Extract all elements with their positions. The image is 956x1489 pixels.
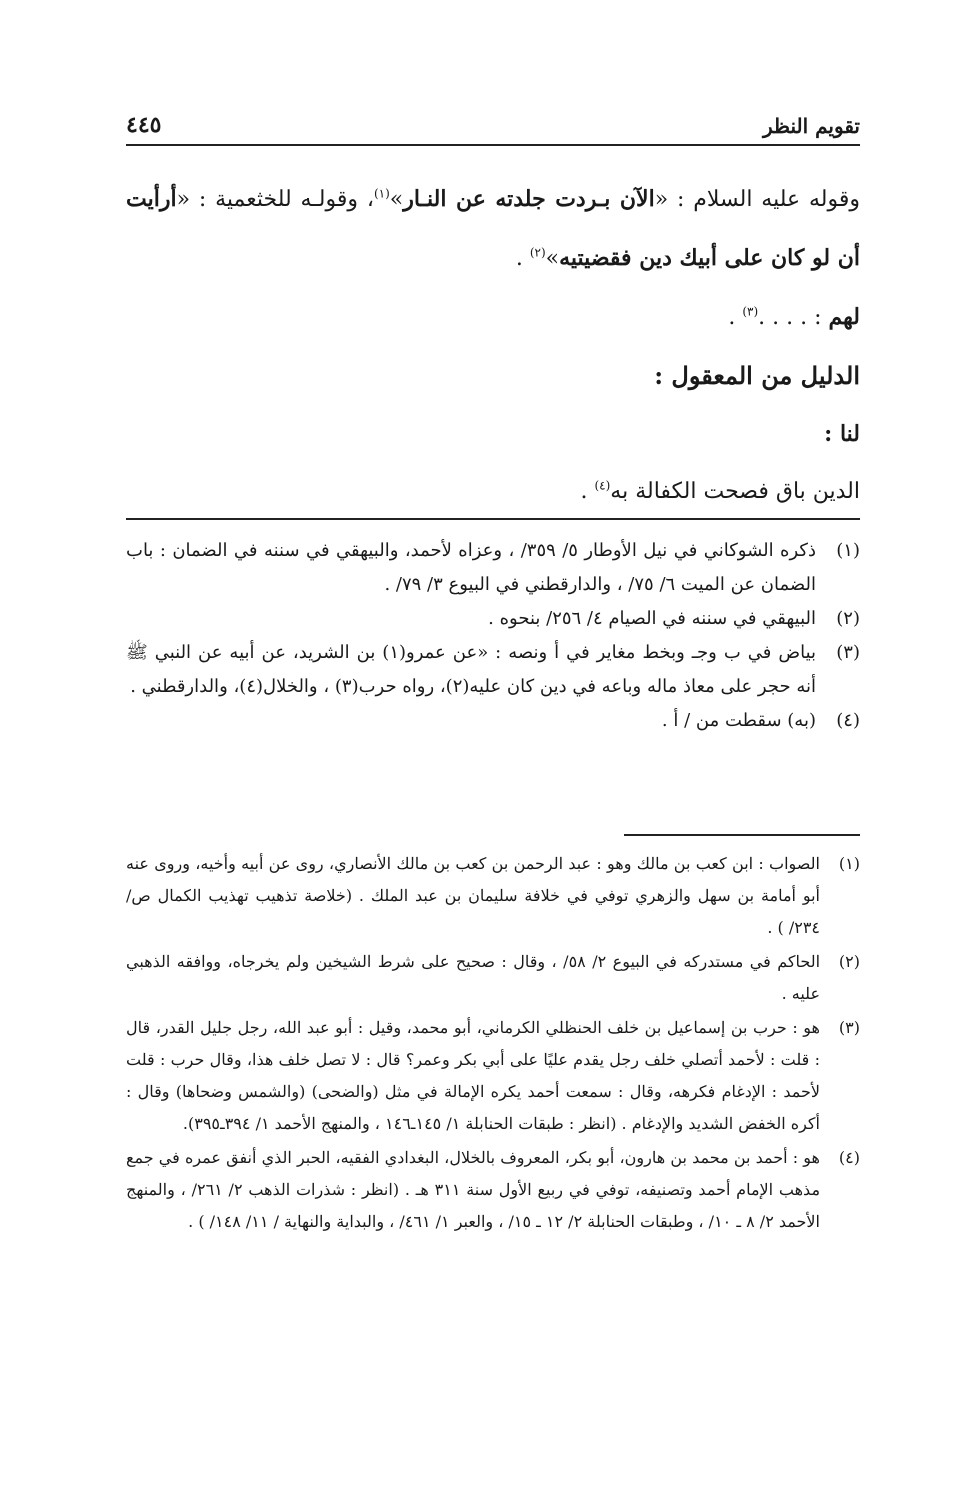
footnote: [126, 636, 860, 704]
editor-footnotes: [126, 848, 860, 1240]
primary-footnotes: [126, 534, 860, 738]
footnote-text: بياض في ب وجـ وبخط مغاير في أ ونصه : «عن عمرو(١) بن الشريد، عن أبيه عن النبي ﷺ أنه حجر على معاذ ماله وباعه في دين كان عليه(٢)، رواه حرب(٣) ، والخلال(٤)، والدارقطني .: [126, 642, 817, 697]
footnote-text: الحاكم في مستدركه في البيوع ٢/ ٥٨/ ، وقال : صحيح على شرط الشيخين ولم يخرجاه، ووافقه الذهبي عليه .: [126, 952, 821, 1003]
text-run: الدين باق فصحت الكفالة به: [610, 479, 860, 504]
footnote-number: (١): [838, 854, 860, 873]
hadith-paragraph: [126, 170, 860, 288]
editor-notes-divider: [624, 834, 860, 836]
footnote-number: (٣): [836, 642, 860, 663]
text-run: .: [728, 305, 743, 330]
text-run: .: [515, 246, 530, 271]
text-run: »: [545, 246, 560, 271]
footnote-text: ذكره الشوكاني في نيل الأوطار ٥/ ٣٥٩/ ، وعزاه لأحمد، والبيهقي في سننه في الضمان : باب الضمان عن الميت ٦/ ٧٥/ ، والدارقطني في البيوع ٣/ ٧٩/ .: [126, 540, 816, 595]
lahum-line: [126, 288, 860, 347]
footnote-text: (به) سقطت من / أ .: [661, 710, 816, 731]
text-run: وقوله عليه السلام : «: [654, 187, 860, 212]
lahum-label: لهم: [828, 304, 860, 330]
footnote-number: (٢): [838, 952, 860, 971]
footnote-text: هو : أحمد بن محمد بن هارون، أبو بكر، المعروف بالخلال، البغدادي الفقيه، الحبر الذي أنفق عمره في جمع مذهب الإمام أحمد وتصنيفه، توفي في ربيع الأول سنة ٣١١ هـ . (انظر : شذرات الذهب ٢/ ٢٦١/ ، والمنهج الأحمد ٢/ ٨ ـ ١٠/ ، وطبقات الحنابلة ٢/ ١٢ ـ ١٥/ ، والعبر ١/ ٤٦١/ ، والبداية والنهاية / ١١/ ١٤٨/ ) .: [126, 1148, 821, 1231]
hadith-quote-2: أرأيت أن لو كان على أبيك دين فقضيتيه: [126, 186, 860, 271]
section-heading: الدليل من المعقول :: [654, 361, 860, 390]
lana-line: لنا :: [824, 421, 860, 447]
footnote-ref: (١): [373, 186, 390, 201]
footnote-number: (٤): [836, 710, 860, 731]
footnote-ref: (٢): [529, 245, 546, 260]
editor-footnote: [126, 946, 860, 1010]
text-run: .: [580, 479, 595, 504]
footnote-text: الصواب : ابن كعب بن مالك وهو : عبد الرحمن بن كعب بن مالك الأنصاري، روى عن أبيه وأخيه، وروى عنه أبو أمامة بن سهل والزهري توفي في خلافة سليمان بن عبد الملك . (خلاصة تذهيب تهذيب الكمال ص/ ٢٣٤/ ) .: [126, 854, 820, 937]
text-run: »: [389, 187, 404, 212]
footnote-number: (٢): [836, 608, 860, 629]
page-header: [126, 104, 860, 146]
editor-footnote: [126, 1142, 860, 1238]
footnote: [126, 704, 860, 738]
hadith-quote-1: الآن بـردت جلدته عن النـار: [403, 186, 655, 212]
conclusion-line: [126, 463, 860, 521]
footnote-number: (٤): [838, 1148, 860, 1167]
footnote-ref: (٣): [742, 304, 759, 319]
footnote-text: هو : حرب بن إسماعيل بن خلف الحنظلي الكرماني، أبو محمد، وقيل : أبو عبد الله، رجل جليل القدر، قال : قلت : لأحمد أتصلي خلف رجل يقدم عليًا على أبي بكر وعمر؟ قال : لا تصل خلف هذا، وقال حرب : قلت لأحمد : الإدغام فكرهه، وقال : سمعت أحمد يكره الإمالة في مثل (والضحى) (والشمس وضحاها) وقال : أكره الخفض الشديد والإدغام . (انظر : طبقات الحنابلة ١/ ١٤٥ـ١٤٦ ، والمنهج الأحمد ١/ ٣٩٤ـ٣٩٥).: [126, 1018, 820, 1133]
editor-footnote: [126, 1012, 860, 1140]
footnote: [126, 602, 860, 636]
footnote-text: البيهقي في سننه في الصيام ٤/ ٢٥٦/ بنحوه .: [488, 608, 816, 629]
running-title: تقويم النظر: [763, 114, 860, 138]
footnote-number: (٣): [838, 1018, 860, 1037]
page-number: ٤٤٥: [126, 112, 162, 138]
main-text: [126, 170, 860, 521]
footnote-divider: [126, 518, 860, 520]
editor-footnote: [126, 848, 860, 944]
footnote: [126, 534, 860, 602]
text-run: ، وقولـه للخثعمية : «: [176, 187, 374, 212]
text-run: : . . . .: [758, 305, 829, 330]
footnote-ref: (٤): [594, 478, 611, 493]
footnote-number: (١): [836, 540, 860, 561]
